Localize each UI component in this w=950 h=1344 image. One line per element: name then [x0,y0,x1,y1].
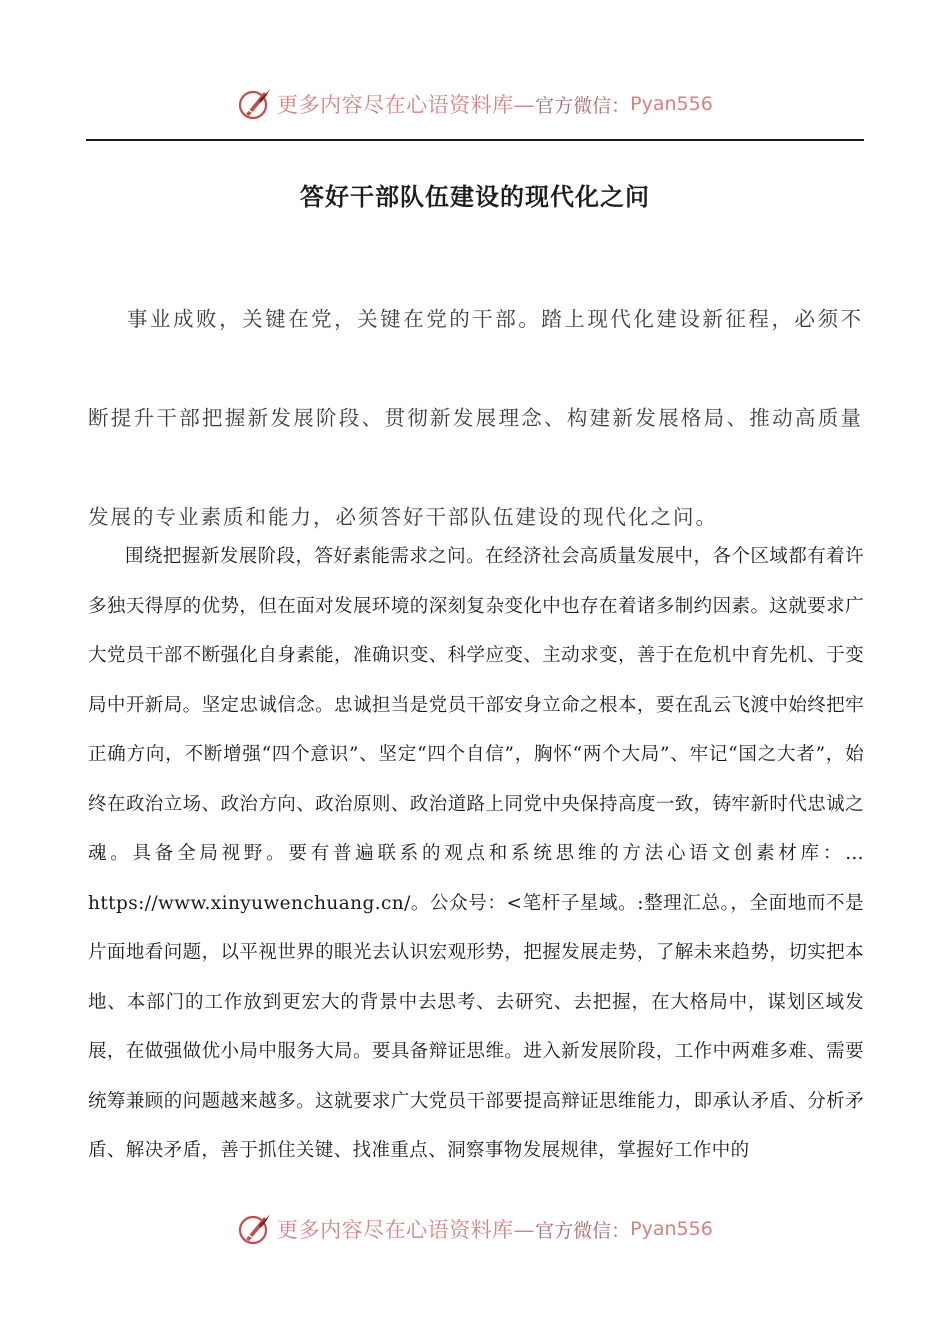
banner-wechat-label: 官方微信： [535,1219,631,1242]
banner-text: 更多内容尽在心语资料库— [277,93,536,117]
quill-logo-icon [237,86,273,122]
banner-text: 更多内容尽在心语资料库— [277,1218,536,1242]
quill-logo-icon [237,1211,273,1247]
banner-wechat-id: Pyan556 [630,1218,713,1240]
document-title: 答好干部队伍建设的现代化之问 [300,183,650,211]
body-paragraph: 围绕把握新发展阶段，答好素能需求之问。在经济社会高质量发展中，各个区域都有着许多独天得厚的优势，但在面对发展环境的深刻复杂变化中也存在着诸多制约因素。这就要求广大党员干部不断强化自身素能，准确识变、科学应变、主动求变，善于在危机中育先机、于变局中开新局。坚定忠诚信念。忠诚担当是党员干部安身立命之根本，要在乱云飞渡中始终把牢正确方向，不断增强“四个意识”、坚定“四个自信”，胸怀“两个大局”、牢记“国之大者”，始终在政治立场、政治方向、政治原则、政治道路上同党中央保持高度一致，铸牢新时代忠诚之魂。具备全局视野。要有普遍联系的观点和系统思维的方法心语文创素材库：…https://www.xinyuwenchuang.cn/。公众号：<笔杆子星域。:整理汇总。，全面地而不是片面地看问题，以平视世界的眼光去认识宏观形势，把握发展走势，了解未来趋势，切实把本地、本部门的工作放到更宏大的背景中去思考、去研究、去把握，在大格局中，谋划区域发展，在做强做优小局中服务大局。要具备辩证思维。进入新发展阶段，工作中两难多难、需要统筹兼顾的问题越来越多。这就要求广大党员干部要提高辩证思维能力，即承认矛盾、分析矛盾、解决矛盾，善于抓住关键、找准重点、洞察事物发展规律，掌握好工作中的 [88,546,864,1161]
banner-wechat-id: Pyan556 [630,93,713,115]
footer-banner [0,1209,950,1249]
header-banner [0,84,950,124]
intro-paragraph: 事业成败，关键在党，关键在党的干部。踏上现代化建设新征程，必须不断提升干部把握新发展阶段、贯彻新发展理念、构建新发展格局、推动高质量发展的专业素质和能力，必须答好干部队伍建设的现代化之问。 [88,307,863,529]
header-rule [86,139,864,141]
banner-wechat-label: 官方微信： [535,94,631,117]
